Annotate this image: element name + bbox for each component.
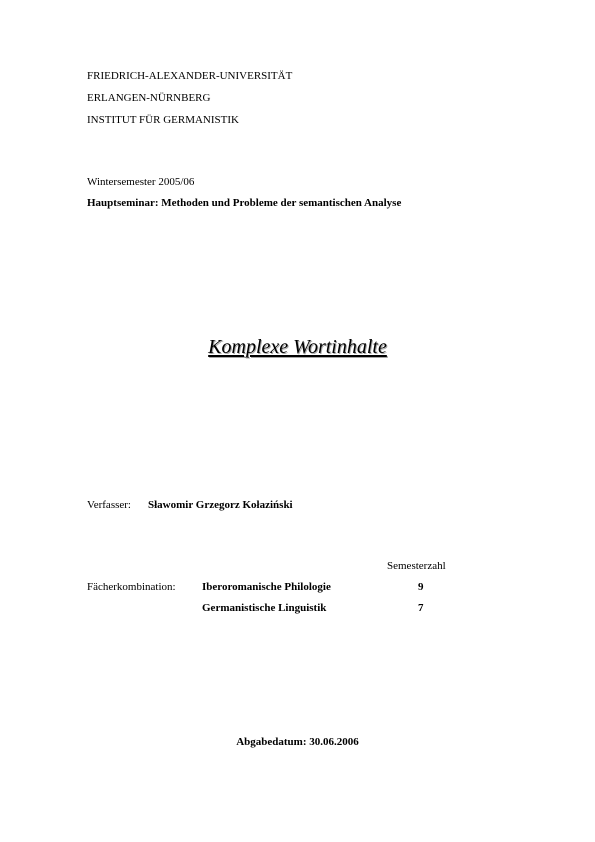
author-label: Verfasser: (87, 499, 131, 511)
subject-semester-count: 9 (418, 581, 424, 593)
subject-combination-label: Fächerkombination: (87, 581, 176, 593)
subject-name: Iberoromanische Philologie (202, 581, 331, 593)
author-name: Sławomir Grzegorz Kołaziński (148, 499, 293, 511)
document-title: Komplexe Wortinhalte (208, 336, 387, 358)
university-city: ERLANGEN-NÜRNBERG (87, 92, 211, 104)
semester-line: Wintersemester 2005/06 (87, 176, 195, 188)
seminar-title: Hauptseminar: Methoden und Probleme der semantischen Analyse (87, 197, 402, 209)
submission-date: Abgabedatum: 30.06.2006 (236, 736, 359, 748)
subject-semester-count: 7 (418, 602, 424, 614)
university-name: FRIEDRICH-ALEXANDER-UNIVERSITÄT (87, 70, 293, 82)
subject-name: Germanistische Linguistik (202, 602, 327, 614)
institute-name: INSTITUT FÜR GERMANISTIK (87, 114, 239, 126)
semester-count-header: Semesterzahl (387, 560, 446, 572)
